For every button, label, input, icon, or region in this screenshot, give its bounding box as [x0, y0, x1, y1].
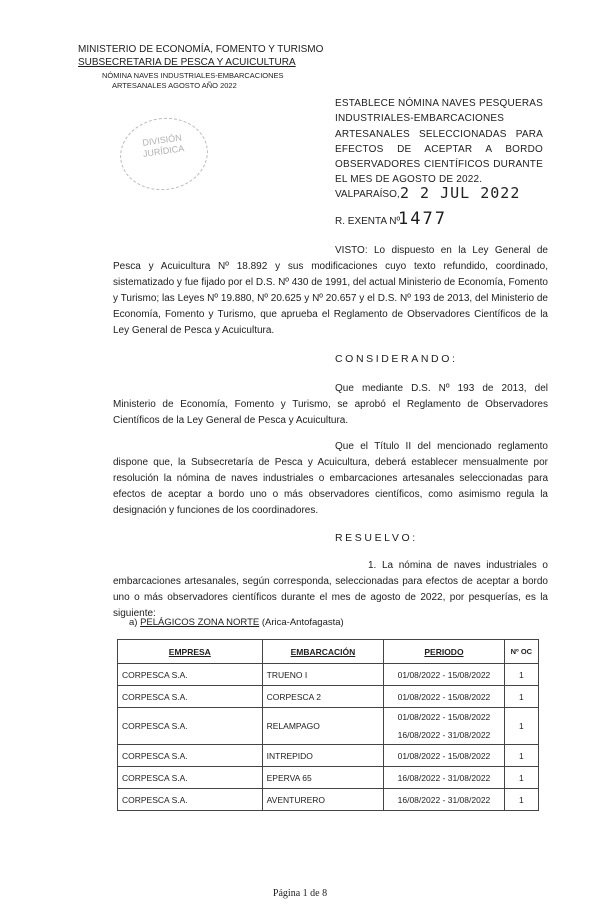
cell-empresa: CORPESCA S.A. — [118, 708, 263, 745]
cell-empresa: CORPESCA S.A. — [118, 767, 263, 789]
periodo-range: 16/08/2022 - 31/08/2022 — [397, 730, 491, 740]
cell-oc: 1 — [504, 767, 538, 789]
table-body — [118, 664, 539, 811]
table-row — [118, 686, 539, 708]
table-row — [118, 745, 539, 767]
cell-periodo — [384, 664, 504, 686]
place-label: VALPARAÍSO, — [335, 189, 400, 200]
cell-periodo — [384, 745, 504, 767]
page-number: Página 1 de 8 — [272, 888, 328, 899]
cell-periodo — [384, 686, 504, 708]
section-prefix: a) — [129, 617, 138, 628]
table-row — [118, 708, 539, 745]
cell-oc: 1 — [504, 789, 538, 811]
column-header-periodo: PERIODO — [384, 640, 504, 664]
cell-embarcacion: INTREPIDO — [262, 745, 384, 767]
ministry-name: MINISTERIO DE ECONOMÍA, FOMENTO Y TURISMO — [78, 44, 324, 55]
division-stamp — [115, 112, 212, 196]
cell-empresa: CORPESCA S.A. — [118, 745, 263, 767]
considerando-paragraph-1: Que mediante D.S. Nº 193 de 2013, del Ministerio de Economía, Fomento y Turismo, se aprobó el Reglamento de Observadores Científicos de la Ley General de Pesca y Acuicultura. — [113, 383, 548, 426]
cell-oc: 1 — [504, 664, 538, 686]
subsecretaria-name: SUBSECRETARIA DE PESCA Y ACUICULTURA — [78, 57, 296, 68]
section-region: (Arica-Antofagasta) — [261, 617, 344, 628]
table-row — [118, 664, 539, 686]
cell-periodo — [384, 708, 504, 745]
resolution-label: R. EXENTA Nº — [335, 216, 401, 227]
periodo-range: 01/08/2022 - 15/08/2022 — [397, 691, 491, 702]
nomina-line-1: NÓMINA NAVES INDUSTRIALES-EMBARCACIONES — [102, 71, 284, 80]
periodo-range: 16/08/2022 - 31/08/2022 — [397, 772, 491, 783]
vessel-table — [117, 639, 539, 811]
document-title: ESTABLECE NÓMINA NAVES PESQUERAS INDUSTRIALES-EMBARCACIONES ARTESANALES SELECCIONADAS PARA EFECTOS DE ACEPTAR A BORDO OBSERVADORES CIENTÍFICOS DURANTE EL MES DE AGOSTO DE 2022. — [335, 98, 543, 186]
periodo-range: 01/08/2022 - 15/08/2022 — [397, 712, 491, 722]
resuelvo-paragraph-1: 1. La nómina de naves industriales o embarcaciones artesanales, según corresponda, seleccionadas para efectos de aceptar a bordo uno o más observadores científicos durante el mes de agosto de 2022, por pesquerías, es la siguiente: — [113, 560, 548, 619]
nomina-line-2: ARTESANALES AGOSTO AÑO 2022 — [112, 81, 237, 90]
section-name: PELÁGICOS ZONA NORTE — [140, 617, 260, 628]
cell-embarcacion: EPERVA 65 — [262, 767, 384, 789]
stamp-line-1: DIVISIÓN — [141, 132, 183, 148]
column-header-embarcacion: EMBARCACIÓN — [262, 640, 384, 664]
considerando-heading: CONSIDERANDO: — [335, 353, 458, 365]
cell-oc: 1 — [504, 745, 538, 767]
stamp-line-2: JURÍDICA — [142, 143, 185, 159]
cell-periodo — [384, 767, 504, 789]
visto-paragraph: VISTO: Lo dispuesto en la Ley General de Pesca y Acuicultura Nº 18.892 y sus modificaciones cuyo texto refundido, coordinado, sistematizado y fue fijado por el D.S. Nº 430 de 1991, del actual Ministerio de Economía, Fomento y Turismo; las Leyes Nº 19.880, Nº 20.625 y Nº 20.657 y el D.S. Nº 193 de 2013, del Ministerio de Economía, Fomento y Turismo, que aprueba el Reglamento de Observadores Científicos de la Ley General de Pesca y Acuicultura. — [113, 245, 548, 336]
resuelvo-heading: RESUELVO: — [335, 532, 418, 544]
cell-oc: 1 — [504, 708, 538, 745]
section-heading — [129, 617, 344, 628]
cell-embarcacion: AVENTURERO — [262, 789, 384, 811]
cell-empresa: CORPESCA S.A. — [118, 664, 263, 686]
periodo-range: 01/08/2022 - 15/08/2022 — [397, 669, 491, 680]
cell-embarcacion: RELAMPAGO — [262, 708, 384, 745]
cell-empresa: CORPESCA S.A. — [118, 686, 263, 708]
table-row — [118, 767, 539, 789]
cell-empresa: CORPESCA S.A. — [118, 789, 263, 811]
periodo-range: 16/08/2022 - 31/08/2022 — [397, 794, 491, 805]
cell-periodo — [384, 789, 504, 811]
cell-oc: 1 — [504, 686, 538, 708]
stamped-date: 2 2 JUL 2022 — [400, 184, 521, 202]
considerando-paragraph-2: Que el Título II del mencionado reglamento dispone que, la Subsecretaría de Pesca y Acuicultura, deberá establecer mensualmente por resolución la nómina de naves industriales o embarcaciones artesanales seleccionadas para efectos de aceptar a bordo uno o más observadores científicos, como asimismo regula la designación y funciones de los coordinadores. — [113, 441, 548, 516]
cell-embarcacion: TRUENO I — [262, 664, 384, 686]
table-row — [118, 789, 539, 811]
column-header-empresa: EMPRESA — [118, 640, 263, 664]
periodo-range: 01/08/2022 - 15/08/2022 — [397, 750, 491, 761]
column-header-oc: Nº OC — [504, 640, 538, 664]
resolution-number: 1477 — [398, 209, 447, 229]
table-header-row — [118, 640, 539, 664]
cell-embarcacion: CORPESCA 2 — [262, 686, 384, 708]
